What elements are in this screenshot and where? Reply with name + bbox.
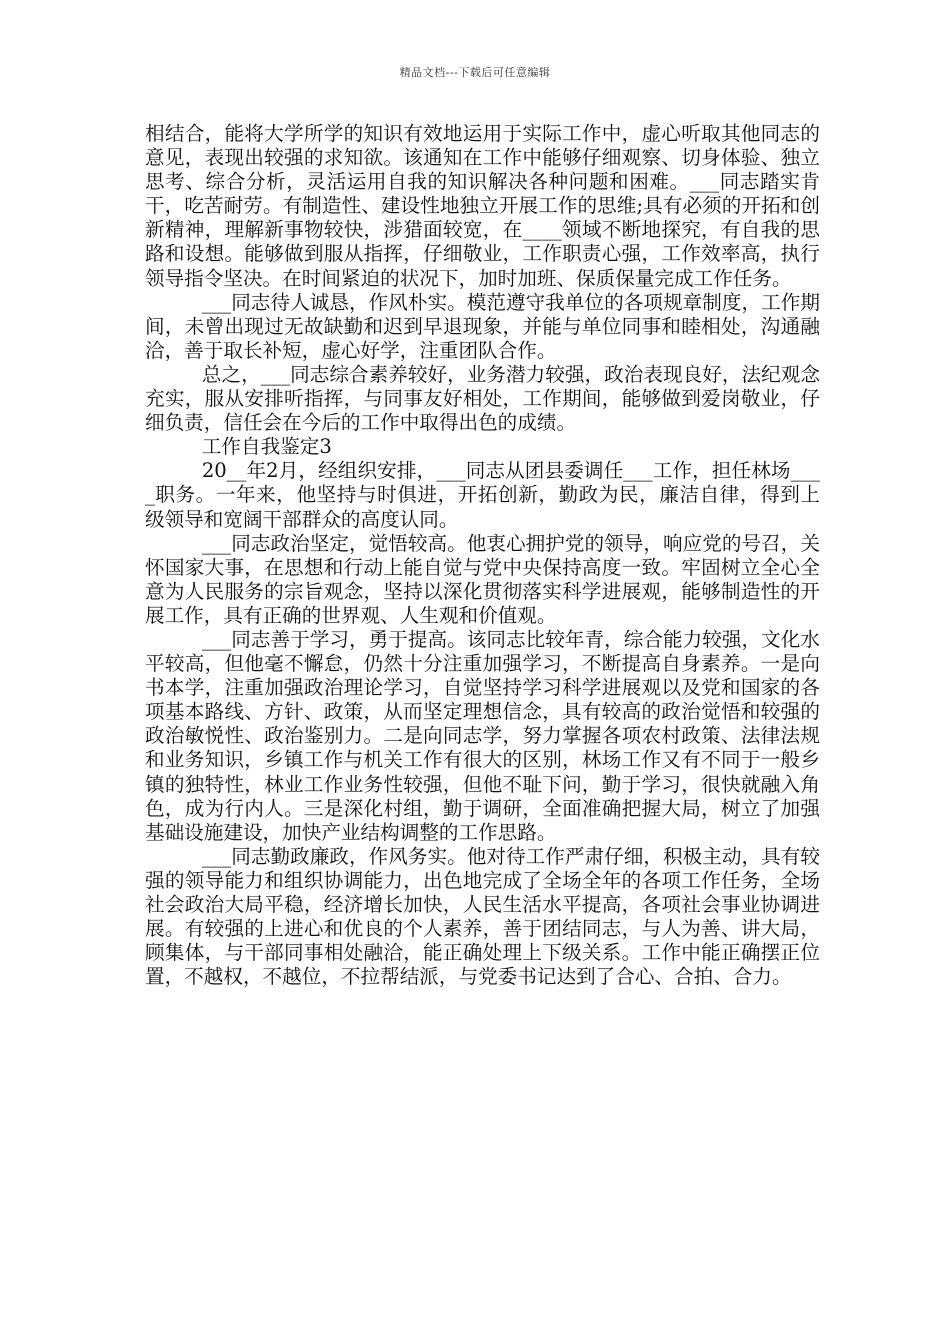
section-heading: 工作自我鉴定3 (201, 435, 332, 459)
paragraph-politics: ___同志政治坚定，觉悟较高。他衷心拥护党的领导，响应党的号召，关怀国家大事，在思想和行动上能自觉与党中央保持高度一致。牢固树立全心全意为人民服务的宗旨观念，坚持以深化贯彻落实科学进展观，能够制造性的开展工作，具有正确的世界观、人生观和价值观。 (145, 531, 820, 627)
paragraph-continuation: 相结合，能将大学所学的知识有效地运用于实际工作中，虚心听取其他同志的意见，表现出较强的求知欲。该通知在工作中能够仔细观察、切身体验、独立思考、综合分析，灵活运用自我的知识解决各种问题和困难。___同志踏实肯干，吃苦耐劳。有制造性、建设性地独立开展工作的思维;具有必须的开拓和创新精神，理解新事物较快，涉猎面较宽，在____领域不断地探究，有自我的思路和设想。能够做到服从指挥，仔细敬业，工作职责心强，工作效率高，执行领导指令坚决。在时间紧迫的状况下，加时加班、保质保量完成工作任务。 (145, 122, 820, 290)
paragraph-appointment: 20__年2月，经组织安排，___同志从团县委调任___工作，担任林场____职务。一年来，他坚持与时俱进，开拓创新，勤政为民，廉洁自律，得到上级领导和宽阔干部群众的高度认同。 (145, 459, 820, 531)
paragraph-learning: ___同志善于学习，勇于提高。该同志比较年青，综合能力较强，文化水平较高，但他毫不懈怠，仍然十分注重加强学习，不断提高自身素养。一是向书本学，注重加强政治理论学习，自觉坚持学习科学进展观以及党和国家的各项基本路线、方针、政策，从而坚定理想信念，具有较高的政治觉悟和较强的政治敏悦性、政治鉴别力。二是向同志学，努力掌握各项农村政策、法律法规和业务知识，乡镇工作与机关工作有很大的区别，林场工作又有不同于一般乡镇的独特性，林业工作业务性较强，但他不耻下问，勤于学习，很快就融入角色，成为行内人。三是深化村组，勤于调研，全面准确把握大局，树立了加强基础设施建设，加快产业结构调整的工作思路。 (145, 627, 820, 844)
paragraph-diligence: ___同志勤政廉政，作风务实。他对待工作严肃仔细，积极主动，具有较强的领导能力和组织协调能力，出色地完成了全场全年的各项工作任务，全场社会政治大局平稳，经济增长加快，人民生活水平提高，各项社会事业协调进展。有较强的上进心和优良的个人素养，善于团结同志，与人为善、讲大局，顾集体，与干部同事相处融洽，能正确处理上下级关系。工作中能正确摆正位置，不越权，不越位，不拉帮结派，与党委书记达到了合心、合拍、合力。 (145, 844, 820, 989)
document-body (145, 122, 820, 989)
paragraph-attitude: ___同志待人诚恳，作风朴实。模范遵守我单位的各项规章制度，工作期间，未曾出现过无故缺勤和迟到早退现象，并能与单位同事和睦相处，沟通融洽，善于取长补短，虚心好学，注重团队合作。 (145, 290, 820, 362)
page-header: 精品文档---下载后可任意编辑 (399, 66, 551, 79)
paragraph-summary: 总之，___同志综合素养较好，业务潜力较强，政治表现良好，法纪观念充实，服从安排听指挥，与同事友好相处，工作期间，能够做到爱岗敬业，仔细负责，信任会在今后的工作中取得出色的成绩。 (145, 362, 820, 435)
